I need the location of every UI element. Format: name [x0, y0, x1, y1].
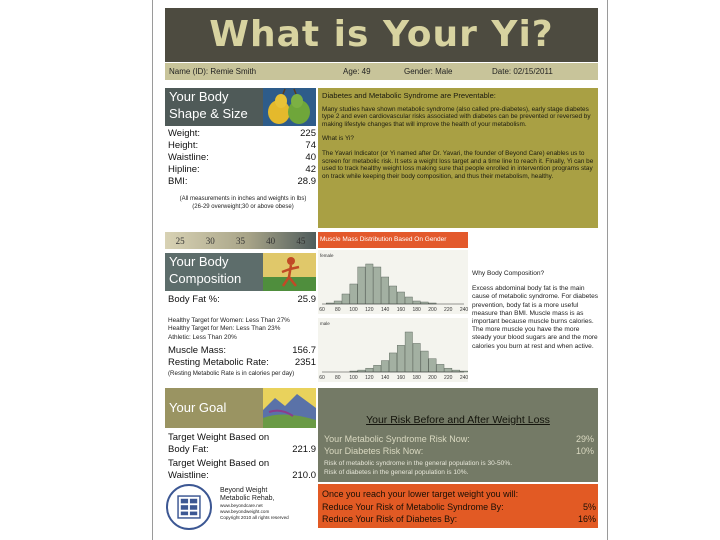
footer-link-beyondcare[interactable]: www.beyondcare.net — [220, 503, 263, 508]
after-metabolic-value: 5% — [582, 502, 596, 512]
goal-waist-label: Target Weight Based on — [168, 458, 270, 469]
patient-age: Age: 49 — [343, 67, 371, 76]
histogram-bar — [374, 267, 381, 304]
rmr-value: 2351 — [294, 357, 316, 368]
shape-row — [168, 152, 316, 164]
why-composition — [472, 270, 600, 358]
muscle-mass-value: 156.7 — [292, 345, 316, 356]
composition-heading-line2: Composition — [169, 271, 242, 286]
muscle-mass-label: Muscle Mass: — [168, 345, 227, 356]
histogram-bar — [366, 264, 373, 304]
shape-row — [168, 164, 316, 176]
histogram-tick-label: 80 — [334, 375, 341, 381]
after-lead — [322, 489, 596, 499]
goal-fat-label: Target Weight Based on — [168, 432, 270, 443]
page-title: What is Your Yi? — [165, 8, 598, 62]
shape-row — [168, 176, 316, 188]
goal-fat-value: 221.9 — [292, 444, 316, 455]
diabetes-risk-value: 10% — [575, 446, 594, 456]
goal-targets — [168, 432, 316, 482]
metabolic-risk-value: 29% — [575, 434, 594, 444]
row-value: 225 — [300, 128, 316, 139]
histogram-bar — [358, 267, 365, 304]
row-label: BMI: — [168, 176, 188, 187]
goal-waist-value: 210.0 — [292, 470, 316, 481]
risk-note-diabetes: Risk of diabetes in the general population is 10%. — [324, 469, 469, 476]
shape-row — [168, 140, 316, 152]
row-value: 40 — [305, 152, 316, 163]
histogram-background — [318, 250, 468, 314]
scale-tick: 40 — [266, 235, 276, 246]
histogram-bar — [358, 370, 365, 372]
row-value: 28.9 — [297, 176, 316, 187]
histogram-tick-label: 240 — [459, 307, 468, 313]
diabetes-risk-label: Your Diabetes Risk Now: — [324, 446, 424, 456]
risk-box — [318, 388, 598, 482]
row-value: 42 — [305, 164, 316, 175]
shape-row — [168, 128, 316, 140]
target-athletic: Athletic: Less Than 20% — [168, 333, 237, 341]
shape-heading-line1: Your Body — [169, 89, 229, 104]
intro-heading: Diabetes and Metabolic Syndrome are Preventable: — [322, 91, 496, 100]
muscle-rmr — [168, 345, 316, 369]
row-label: Hipline: — [168, 164, 200, 175]
shape-heading-line2: Shape & Size — [169, 106, 248, 121]
histogram-tick-label: 140 — [380, 307, 390, 313]
histogram-title: male — [320, 321, 330, 326]
histogram-tick-label: 120 — [365, 375, 374, 381]
patient-info-bar — [165, 63, 598, 80]
body-fat-row — [168, 294, 316, 306]
histogram-tick-label: 160 — [396, 375, 406, 381]
goal-fat-label-2: Body Fat: — [168, 444, 209, 455]
scale-tick: 30 — [205, 235, 215, 246]
histogram-title: female — [320, 253, 334, 258]
histogram-bar — [421, 351, 428, 372]
histogram-tick-label: 160 — [396, 307, 406, 313]
histogram-bar — [429, 359, 436, 372]
body-fat-value: 25.9 — [297, 294, 316, 305]
fat-targets — [168, 317, 318, 342]
histogram-tick-label: 60 — [319, 375, 325, 381]
after-diabetes-row — [322, 514, 596, 524]
scale-tick: 45 — [296, 235, 306, 246]
histogram-bar — [374, 365, 381, 372]
footer-copyright: Copyright 2010 all rights reserved — [220, 515, 289, 520]
metabolic-risk-label: Your Metabolic Syndrome Risk Now: — [324, 434, 470, 444]
footer-org-2: Metabolic Rehab, — [220, 495, 275, 502]
runner-icon — [263, 253, 316, 291]
scale-tick: 35 — [235, 235, 245, 246]
histogram-tick-label: 80 — [334, 307, 341, 313]
row-label: Weight: — [168, 128, 201, 139]
scale-tick: 25 — [175, 235, 185, 246]
histogram-bar — [366, 368, 373, 372]
histogram-tick-label: 180 — [412, 307, 421, 313]
histogram-bar — [397, 345, 404, 372]
histogram-bar — [437, 364, 444, 372]
goal-waist-label-2: Waistline: — [168, 470, 209, 481]
histogram-bar — [381, 277, 388, 304]
body-fat-label: Body Fat %: — [168, 294, 220, 305]
histogram-tick-label: 100 — [349, 307, 358, 313]
histogram-background — [318, 318, 468, 382]
after-lead-text: Once you reach your lower target weight you will: — [322, 489, 519, 499]
histogram-tick-label: 220 — [444, 375, 453, 381]
histogram-bar — [389, 353, 396, 372]
histogram-tick-label: 220 — [444, 307, 453, 313]
after-metabolic-row — [322, 502, 596, 512]
histogram-tick-label: 120 — [365, 307, 374, 313]
patient-gender: Gender: Male — [404, 67, 453, 76]
row-label: Height: — [168, 140, 199, 151]
after-diabetes-label: Reduce Your Risk of Diabetes By: — [322, 514, 458, 524]
histogram-bar — [405, 297, 412, 304]
histogram-tick-label: 60 — [319, 307, 325, 313]
after-metabolic-label: Reduce Your Risk of Metabolic Syndrome By: — [322, 502, 504, 512]
intro-box — [318, 88, 598, 228]
histogram-bar — [452, 370, 459, 372]
histogram-bar — [445, 368, 452, 372]
histogram-tick-label: 100 — [349, 375, 358, 381]
after-weight-loss-box — [318, 484, 598, 528]
histogram-bar — [397, 292, 404, 304]
intro-yi-paragraph: The Yavari Indicator (or Yi named after Dr. Yavari, the founder of Beyond Care) enables us to screen for metabolic risk. It sets a weight loss target and a time line to reach it. Finally, Yi can be used to track healthy weight loss making sure that people enrolled in intervention programs stay on track while keeping their body composition, and thus their metabolism, healthy. — [322, 149, 594, 180]
histogram-bar — [421, 302, 428, 304]
risk-title: Your Risk Before and After Weight Loss — [366, 414, 550, 426]
diabetes-risk-row — [324, 446, 594, 456]
histogram-tick-label: 200 — [428, 307, 437, 313]
histogram-tick-label: 240 — [459, 375, 468, 381]
pears-icon — [263, 88, 316, 126]
histogram-tick-label: 180 — [412, 375, 421, 381]
shape-note-bmi: (26-29 overweight;30 or above obese) — [192, 203, 294, 210]
row-value: 74 — [305, 140, 316, 151]
footer-link-beyondweight[interactable]: www.beyondweight.com — [220, 509, 270, 514]
intro-paragraph: Many studies have shown metabolic syndrome (also called pre-diabetes), early stage diabetes type 2 and even cardiovascular risks associated with diabetes can be prevented or reversed by making lifestyle changes that will improve the health of your metabolism. — [322, 105, 591, 128]
histogram-tick-label: 200 — [428, 375, 437, 381]
risk-note-metabolic: Risk of metabolic syndrome in the general population is 30-50%. — [324, 460, 513, 467]
intro-question: What is Yi? — [322, 135, 354, 143]
muscle-distribution-heading: Muscle Mass Distribution Based On Gender — [318, 232, 468, 248]
footer-text — [220, 487, 316, 521]
shape-note-units: (All measurements in inches and weights in lbs) — [179, 196, 307, 202]
histogram-tick-label: 140 — [380, 375, 390, 381]
histogram-bar — [389, 286, 396, 304]
beyond-care-logo — [166, 484, 212, 530]
female-histogram — [318, 250, 468, 314]
histogram-bar — [413, 343, 420, 372]
why-heading: Why Body Composition? — [472, 270, 545, 277]
histogram-bar — [413, 301, 420, 304]
footer-org: Beyond Weight — [220, 487, 268, 494]
histogram-bar — [381, 361, 388, 372]
landscape-icon — [263, 388, 316, 428]
after-diabetes-value: 16% — [577, 514, 596, 524]
composition-heading-line1: Your Body — [169, 254, 229, 269]
row-label: Waistline: — [168, 152, 209, 163]
target-men: Healthy Target for Men: Less Than 23% — [168, 325, 281, 333]
why-paragraph: Excess abdominal body fat is the main cause of metabolic syndrome. For diabetes prevention, body fat is a more useful measure than BMI. Muscle mass is as important because muscle burns calories. The more muscle you have the more steady your blood sugars are and the more calories you burn at rest and when active. — [472, 285, 599, 350]
histogram-bar — [405, 332, 412, 372]
patient-name: Name (ID): Remie Smith — [169, 67, 257, 76]
metabolic-risk-row — [324, 434, 594, 444]
histogram-bar — [334, 301, 341, 304]
histogram-bar — [342, 294, 349, 304]
histogram-bar — [350, 284, 357, 304]
rmr-note: (Resting Metabolic Rate is in calories per day) — [168, 370, 295, 377]
male-histogram — [318, 318, 468, 382]
goal-heading-text: Your Goal — [169, 400, 227, 415]
shape-measurements — [168, 128, 316, 188]
target-women: Healthy Target for Women: Less Than 27% — [168, 317, 290, 324]
rmr-label: Resting Metabolic Rate: — [168, 357, 269, 368]
shape-note — [168, 196, 318, 211]
bmi-scale-strip — [165, 232, 316, 249]
report-date: Date: 02/15/2011 — [492, 67, 553, 76]
